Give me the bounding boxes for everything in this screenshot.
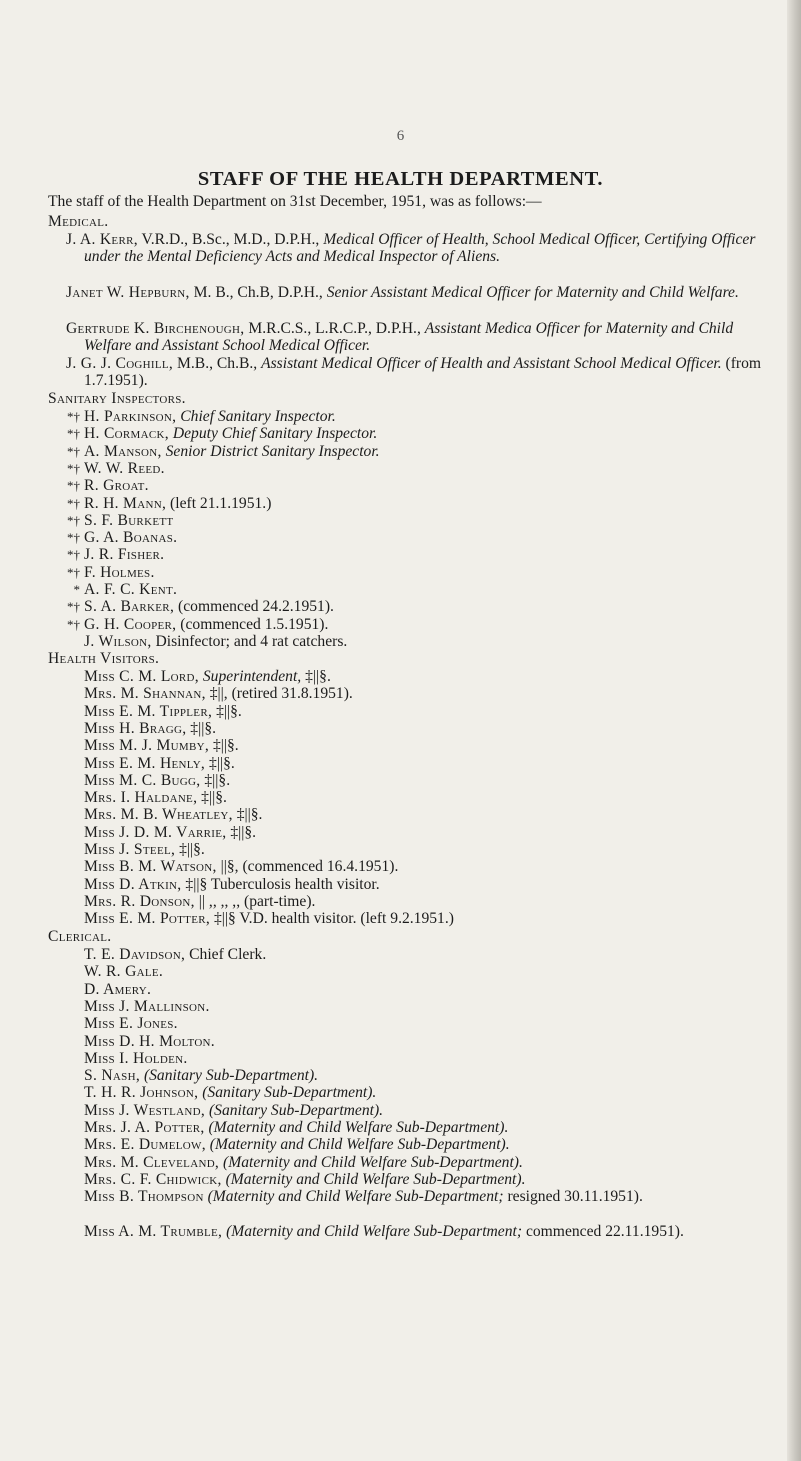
- staff-name: H. Parkinson,: [84, 408, 177, 425]
- list-item: [84, 998, 766, 1015]
- staff-name: Miss E. Jones.: [84, 1015, 178, 1033]
- staff-role: Senior District Sanitary Inspector.: [161, 442, 380, 460]
- staff-note: ‡||§.: [232, 806, 263, 824]
- staff-note: Chief Clerk.: [185, 946, 267, 963]
- footnote-mark: *†: [67, 495, 80, 511]
- qualifications: V.R.D., B.Sc., M.D., D.P.H.,: [137, 231, 324, 248]
- staff-name: Miss D. H. Molton.: [84, 1032, 216, 1050]
- list-item: [84, 737, 764, 754]
- staff-name: Mrs. M. B. Wheatley,: [84, 806, 233, 824]
- staff-name: R. H. Mann,: [84, 494, 167, 512]
- list-item: [84, 841, 764, 858]
- medical-entry: [66, 231, 784, 266]
- footnote-mark: *†: [67, 460, 80, 476]
- staff-name: T. E. Davidson,: [84, 946, 186, 963]
- list-item: [84, 789, 764, 806]
- list-item: [84, 703, 764, 720]
- staff-role: Assistant Medical Officer of Health and Assistant School Medical Officer.: [261, 355, 722, 372]
- staff-note: ‡||§.: [205, 754, 235, 772]
- staff-name: Mrs. M. Shannan,: [84, 685, 206, 703]
- list-item: [84, 755, 764, 772]
- list-item: [84, 1050, 766, 1067]
- qualifications: M. B., Ch.B, D.P.H.,: [189, 284, 327, 301]
- staff-name: Miss H. Bragg,: [84, 719, 187, 737]
- list-item: [84, 806, 764, 823]
- intro-text: The staff of the Health Department on 31st December, 1951, was as follows:—: [48, 193, 542, 210]
- staff-note: ‡||§.: [301, 668, 331, 685]
- staff-name: J. A. Kerr,: [66, 231, 138, 248]
- list-item: [84, 1188, 766, 1205]
- medical-entry: [66, 355, 784, 390]
- staff-name: Miss J. Steel,: [84, 841, 176, 858]
- list-item: [63, 495, 763, 512]
- list-item: [84, 720, 764, 737]
- list-item: [63, 425, 763, 442]
- list-item: [84, 824, 764, 841]
- list-item: [84, 946, 766, 963]
- staff-name: F. Holmes.: [84, 563, 155, 581]
- staff-name: Miss M. J. Mumby,: [84, 737, 210, 755]
- staff-name: J. R. Fisher.: [84, 546, 165, 564]
- list-item: [63, 546, 763, 563]
- page-title: STAFF OF THE HEALTH DEPARTMENT.: [197, 168, 604, 190]
- staff-name: J. Wilson,: [84, 632, 152, 650]
- list-item: [84, 963, 766, 980]
- footnote-mark: *†: [67, 443, 80, 459]
- staff-note: (left 21.1.1951.): [166, 494, 272, 512]
- list-item: [63, 512, 763, 529]
- staff-name: G. A. Boanas.: [84, 529, 178, 547]
- list-item: [84, 1067, 766, 1084]
- staff-note: (from 1.7.1951).: [84, 355, 762, 390]
- staff-note: ‡||, (retired 31.8.1951).: [205, 685, 353, 703]
- staff-name: Miss E. M. Tippler,: [84, 702, 213, 720]
- staff-note: ‡||§ Tuberculosis health visitor.: [181, 875, 380, 893]
- list-item: [84, 772, 764, 789]
- staff-name: Miss M. C. Bugg,: [84, 771, 201, 789]
- staff-note: Disinfector; and 4 rat catchers.: [151, 632, 348, 650]
- staff-name: Miss J. D. M. Varrie,: [84, 823, 227, 841]
- list-item: [84, 1171, 766, 1188]
- list-item: [63, 529, 763, 546]
- list-item: [63, 581, 763, 598]
- list-item: [84, 668, 764, 685]
- staff-name: W. W. Reed.: [84, 459, 165, 477]
- staff-name: Miss D. Atkin,: [84, 875, 182, 893]
- staff-role: (Sanitary Sub-Department).: [140, 1067, 319, 1085]
- staff-name: Miss A. M. Trumble,: [84, 1222, 223, 1240]
- staff-role: (Maternity and Child Welfare Sub-Department).: [205, 1136, 510, 1154]
- staff-role: Medical Officer of Health, School Medical Officer, Certifying Officer under the Mental Deficiency Acts and Medical Inspector of Aliens.: [84, 231, 756, 266]
- staff-note: ‡||§.: [209, 737, 239, 755]
- section-heading-clerical: Clerical.: [48, 928, 112, 945]
- footnote-mark: *†: [67, 409, 80, 424]
- staff-name: Mrs. C. F. Chidwick,: [84, 1170, 222, 1188]
- qualifications: M.R.C.S., L.R.C.P., D.P.H.,: [244, 320, 425, 337]
- staff-note: ‡||§ V.D. health visitor. (left 9.2.1951.): [210, 910, 454, 928]
- footnote-mark: *†: [67, 530, 80, 546]
- staff-role: (Maternity and Child Welfare Sub-Department;: [222, 1222, 523, 1240]
- section-heading-sanitary-inspectors: Sanitary Inspectors.: [48, 390, 186, 407]
- staff-name: S. F. Burkett: [84, 511, 174, 529]
- list-item: [84, 893, 764, 910]
- staff-name: Mrs. M. Cleveland,: [84, 1153, 220, 1171]
- qualifications: M.B., Ch.B.,: [173, 355, 262, 372]
- staff-note: (commenced 1.5.1951).: [176, 615, 329, 633]
- staff-name: Miss E. M. Potter,: [84, 910, 211, 928]
- medical-entry: [66, 284, 784, 301]
- list-item: [84, 1119, 766, 1136]
- list-item: [84, 1136, 766, 1153]
- footnote-mark: *†: [67, 512, 80, 528]
- staff-name: Miss E. M. Henly,: [84, 754, 206, 772]
- footnote-mark: *†: [67, 616, 80, 632]
- staff-name: Gertrude K. Birchenough,: [66, 320, 245, 337]
- staff-name: Mrs. E. Dumelow,: [84, 1136, 206, 1154]
- staff-role: Chief Sanitary Inspector.: [176, 408, 336, 425]
- staff-role: (Maternity and Child Welfare Sub-Department;: [203, 1188, 504, 1206]
- staff-name: S. A. Barker,: [84, 598, 175, 616]
- list-item: [84, 981, 766, 998]
- staff-name: Miss J. Mallinson.: [84, 997, 210, 1015]
- section-heading-health-visitors: Health Visitors.: [48, 650, 160, 667]
- staff-role: (Maternity and Child Welfare Sub-Department).: [204, 1119, 509, 1136]
- list-item: [63, 460, 763, 477]
- page-edge-shadow: [787, 0, 801, 1461]
- staff-role: (Maternity and Child Welfare Sub-Department).: [221, 1170, 526, 1188]
- staff-role: Superintendent,: [198, 668, 302, 685]
- staff-note: ‡||§.: [212, 702, 242, 720]
- staff-role: (Maternity and Child Welfare Sub-Department).: [219, 1153, 523, 1171]
- list-item: [63, 443, 763, 460]
- staff-role: Assistant Medica Officer for Maternity and Child Welfare and Assistant School Medical Officer.: [84, 320, 734, 355]
- staff-note: ‡||§.: [200, 771, 231, 789]
- footnote-mark: *†: [67, 478, 80, 494]
- staff-note: ‡||§.: [226, 823, 257, 841]
- staff-name: Miss B. Thompson: [84, 1188, 204, 1206]
- staff-name: D. Amery.: [84, 980, 152, 998]
- staff-role: (Sanitary Sub-Department).: [198, 1084, 377, 1102]
- list-item: [63, 598, 763, 615]
- list-item: [84, 1223, 766, 1240]
- staff-name: W. R. Gale.: [84, 963, 164, 981]
- footnote-mark: *†: [67, 599, 80, 615]
- list-item: [84, 1084, 766, 1101]
- list-item: [63, 633, 763, 650]
- staff-name: Miss C. M. Lord,: [84, 668, 199, 685]
- list-item: [84, 685, 764, 702]
- list-item: [84, 1015, 766, 1032]
- staff-note: commenced 22.11.1951).: [522, 1222, 684, 1240]
- staff-name: S. Nash,: [84, 1067, 141, 1085]
- list-item: [84, 910, 764, 927]
- staff-note: ‡||§.: [175, 841, 205, 858]
- staff-note: resigned 30.11.1951).: [503, 1188, 643, 1206]
- footnote-mark: *†: [67, 547, 80, 563]
- staff-name: A. F. C. Kent.: [84, 581, 178, 598]
- staff-name: J. G. J. Coghill,: [66, 355, 174, 372]
- staff-note: || ,, ,, ,, (part-time).: [194, 892, 316, 910]
- staff-name: G. H. Cooper,: [84, 615, 177, 633]
- medical-entry: [66, 320, 784, 355]
- staff-name: H. Cormack,: [84, 425, 169, 443]
- section-heading-medical: Medical.: [48, 213, 109, 230]
- list-item: [84, 1033, 766, 1050]
- list-item: [84, 1102, 766, 1119]
- staff-role: (Sanitary Sub-Department).: [205, 1101, 384, 1119]
- page-number: 6: [396, 128, 405, 144]
- list-item: [84, 858, 764, 875]
- staff-role: Senior Assistant Medical Officer for Maternity and Child Welfare.: [326, 284, 739, 301]
- list-item: [63, 408, 763, 425]
- list-item: [63, 477, 763, 494]
- staff-note: ‡||§.: [197, 789, 227, 807]
- staff-name: Janet W. Hepburn,: [66, 284, 190, 301]
- staff-name: A. Manson,: [84, 442, 162, 460]
- list-item: [63, 616, 763, 633]
- staff-name: T. H. R. Johnson,: [84, 1084, 199, 1102]
- list-item: [63, 564, 763, 581]
- staff-name: Miss I. Holden.: [84, 1049, 188, 1067]
- footnote-mark: *: [73, 582, 80, 597]
- list-item: [84, 876, 764, 893]
- staff-name: Miss J. Westland,: [84, 1101, 206, 1119]
- staff-name: Miss B. M. Watson,: [84, 858, 217, 876]
- footnote-mark: *†: [67, 564, 80, 580]
- staff-note: (commenced 24.2.1951).: [174, 598, 334, 616]
- staff-name: R. Groat.: [84, 477, 149, 495]
- staff-role: Deputy Chief Sanitary Inspector.: [168, 425, 378, 443]
- staff-note: ‡||§.: [186, 719, 217, 737]
- staff-name: Mrs. J. A. Potter,: [84, 1119, 205, 1136]
- footnote-mark: *†: [67, 426, 80, 442]
- staff-name: Mrs. I. Haldane,: [84, 789, 198, 807]
- staff-note: ||§, (commenced 16.4.1951).: [216, 858, 399, 876]
- staff-name: Mrs. R. Donson,: [84, 892, 195, 910]
- list-item: [84, 1154, 766, 1171]
